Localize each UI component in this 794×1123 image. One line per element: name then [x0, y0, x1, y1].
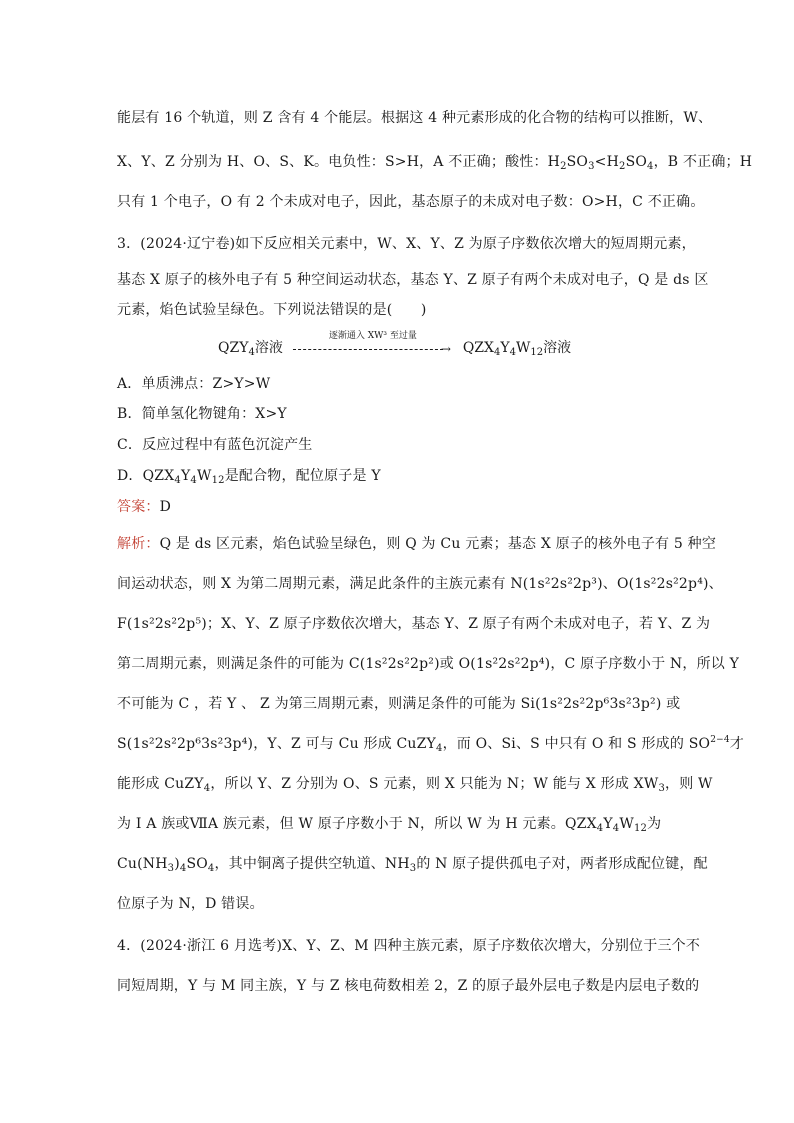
question-4-stem: 同短周期，Y 与 M 同主族，Y 与 Z 核电荷数相差 2，Z 的原子最外层电子数是内层电子数的: [117, 978, 700, 994]
subscript: 3: [588, 161, 595, 172]
option-d: D．$QZX_4Y_4W_{12}$是配合物，配位原子是 Y: [117, 468, 381, 486]
question-4-stem: 4．(2024·浙江 6 月选考)X、Y、Z、M 四种主族元素，原子序数依次增大，分别位于三个不: [117, 938, 701, 954]
analysis-line: S(1s²2s²2p⁶3s²3p⁴)，Y、Z 可与 Cu 形成 CuZY$_4$，而 O、Si、S 中只有 O 和 S 形成的 $SO^{2-4}$才: [117, 735, 744, 754]
arrow-condition: 逐渐通入 XW³ 至过量: [328, 331, 417, 341]
answer-label: 答案：: [117, 499, 160, 515]
answer-line: [117, 497, 700, 517]
option-b: B．简单氢化物键角：X>Y: [117, 406, 287, 422]
option-c: C．反应过程中有蓝色沉淀产生: [117, 437, 313, 453]
option-a: A．单质沸点：Z>Y>W: [117, 376, 271, 392]
text-run: SO: [566, 154, 589, 170]
analysis-line: 为 Ⅰ A 族或ⅦA 族元素，但 W 原子序数小于 N，所以 W 为 H 元素。$QZX_4Y_4W_{12}$为: [117, 816, 662, 834]
analysis-line: 不可能为 C ，若 Y 、 Z 为第三周期元素，则满足条件的可能为 Si(1s²2s²2p⁶3s²3p²) 或: [117, 696, 681, 712]
question-3-stem: 3．(2024·辽宁卷)如下反应相关元素中，W、X、Y、Z 为原子序数依次增大的短周期元素，: [117, 236, 696, 252]
text-line: [117, 152, 753, 172]
analysis-line: $Cu(NH_3)_4SO_4$，其中铜离子提供空轨道、$NH_3$的 N 原子提供孤电子对，两者形成配位键，配: [117, 856, 708, 874]
text-run: ，B 不正确；H: [653, 154, 753, 170]
analysis-line: F(1s²2s²2p⁵)；X、Y、Z 原子序数依次增大，基态 Y、Z 原子有两个未成对电子，若 Y、Z 为: [117, 616, 711, 632]
question-3-stem: 基态 X 原子的核外电子有 5 种空间运动状态，基态 Y、Z 原子有两个未成对电子，Q 是 ds 区: [117, 272, 709, 288]
reaction-scheme: [218, 331, 572, 360]
product: $QZX_4Y_4W_{12}$溶液: [462, 340, 572, 358]
subscript: 4: [647, 161, 654, 172]
question-3-stem: 元素，焰色试验呈绿色。下列说法错误的是( ): [117, 302, 427, 318]
analysis-line: 能形成 CuZY$_4$，所以 Y、Z 分别为 O、S 元素，则 X 只能为 N；W 能与 X 形成 $XW_3$，则 W: [117, 776, 713, 794]
analysis-line: 解析：Q 是 ds 区元素，焰色试验呈绿色，则 Q 为 Cu 元素；基态 X 原子的核外电子有 5 种空: [117, 536, 717, 552]
analysis-line: 第二周期元素，则满足条件的可能为 C(1s²2s²2p²)或 O(1s²2s²2p⁴)，C 原子序数小于 N，所以 Y: [117, 656, 740, 672]
text-line: 只有 1 个电子，O 有 2 个未成对电子，因此，基态原子的未成对电子数：O>H，C 不正确。: [117, 194, 705, 210]
analysis-label: 解析：: [117, 536, 160, 552]
text-run: SO: [625, 154, 648, 170]
analysis-line: 间运动状态，则 X 为第二周期元素，满足此条件的主族元素有 N(1s²2s²2p³)、O(1s²2s²2p⁴)、: [117, 576, 723, 592]
analysis-line: 位原子为 N，D 错误。: [117, 896, 264, 912]
text-run: <H: [594, 154, 620, 170]
text-run: X、Y、Z 分别为 H、O、S、K。电负性：S>H，A 不正确；酸性：H: [117, 154, 561, 170]
reaction-arrow: [287, 331, 459, 360]
arrow-head-icon: →: [440, 342, 451, 356]
subscript: 2: [619, 161, 626, 172]
subscript: 2: [560, 161, 567, 172]
text-line: 能层有 16 个轨道，则 Z 含有 4 个能层。根据这 4 种元素形成的化合物的结构可以推断，W、: [117, 110, 713, 126]
answer-value: D: [159, 499, 172, 515]
dashed-line: [293, 349, 443, 350]
reactant: $QZY_4$溶液: [218, 340, 283, 358]
